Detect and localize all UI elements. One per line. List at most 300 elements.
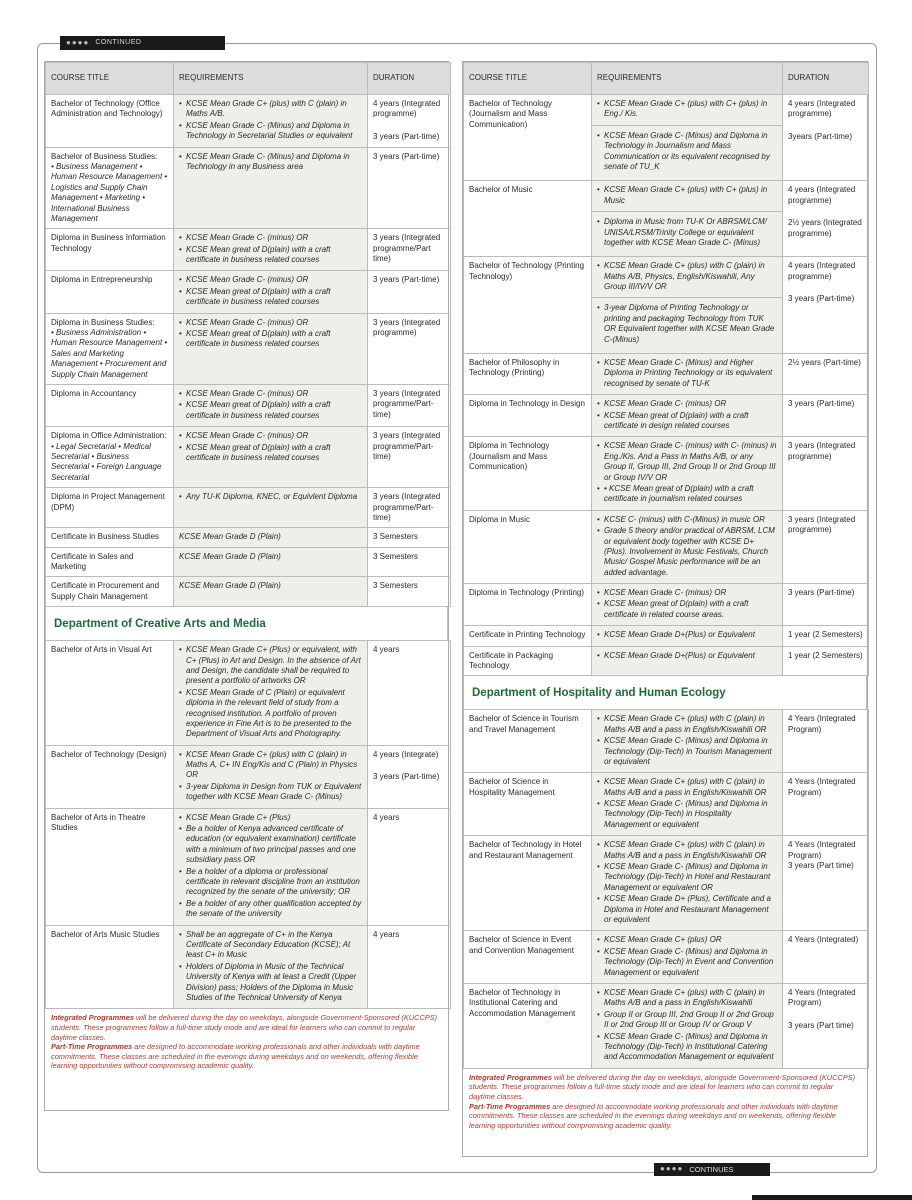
requirement-item: • KCSE Mean Grade of C (Plain) or equivalent diploma in the relevant field of study from a recognised institution. A portfolio of proven experience in Fine Art is to be presented to the Department of Visual Arts and Photography. — [179, 688, 362, 740]
course-title-cell — [464, 584, 592, 626]
requirements-cell — [174, 547, 368, 577]
duration-cell — [783, 584, 869, 626]
requirement-item: • KCSE Mean Grade C+ (Plus) or equivalent, with C+ (Plus) in Art and Design. In the absence of Art and Design, the candidate shall be required to present a portfolio of artworks OR — [179, 645, 362, 687]
duration-text: 4 years — [373, 929, 400, 939]
requirement-list-alt — [592, 297, 782, 345]
requirement-item: • KCSE Mean great of D(plain) with a craft certificate in business related courses — [179, 443, 362, 464]
course-title-cell — [464, 646, 592, 676]
requirement-list — [597, 714, 777, 767]
right-table-2 — [463, 709, 869, 1068]
table-row — [464, 257, 869, 354]
course-title-cell — [46, 808, 174, 925]
duration-text-alt: 2½ years (Integrated programme) — [788, 218, 862, 238]
requirement-item: • KCSE Mean Grade C+ (plus) with C (plain) in Maths A, C+ IN Eng/Kis and C (Plain) in Physics OR — [179, 750, 362, 781]
integrated-text: will be delivered during the day on weekdays, alongside Government-Sponsored (KUCCPS) students. These programmes follow a full-time study mode and are ideal for learners who can commit to regular daytime classes. — [469, 1072, 856, 1101]
duration-cell — [368, 384, 451, 426]
requirement-item: • KCSE Mean Grade C+ (plus) with C (plain) in Maths A/B and a pass in English/Kiswahili OR — [597, 714, 777, 735]
header-course-title: COURSE TITLE — [46, 63, 174, 95]
requirements-cell — [592, 510, 783, 583]
left-column — [44, 61, 449, 1111]
course-title-cell — [464, 931, 592, 984]
duration-text: 4 years (Integrated programme) — [373, 99, 441, 119]
duration-cell — [783, 626, 869, 646]
course-title: Diploma in Business Information Technology — [51, 233, 166, 253]
requirement-item: • KCSE Mean great of D(plain) with a craft certificate in related course areas. — [597, 599, 777, 620]
requirements-cell — [592, 395, 783, 437]
course-title: Bachelor of Science in Hospitality Management — [469, 777, 555, 797]
requirement-list — [597, 988, 777, 1063]
course-title-cell — [46, 271, 174, 313]
course-title: Diploma in Technology (Journalism and Mass Communication) — [469, 441, 550, 472]
duration-text: 3 Semesters — [373, 581, 418, 591]
requirements-cell — [174, 488, 368, 528]
requirement-list — [179, 750, 362, 803]
requirement-item: • KCSE Mean great of D(plain) with a craft certificate in business related courses — [179, 329, 362, 350]
course-title: Bachelor of Technology (Design) — [51, 749, 167, 759]
course-title: Certificate in Procurement and Supply Chain Management — [51, 581, 160, 601]
requirement-item: • KCSE Mean Grade C+ (plus) OR — [597, 935, 777, 945]
course-title-cell — [46, 745, 174, 808]
parttime-text: are designed to accommodate working professionals and other individuals with daytime commitments. These classes are scheduled in the evenings during weekdays and on weekends, offering flexible learning opportunities without compromising academic quality. — [469, 1101, 838, 1130]
course-specialisations: • Business Management • Human Resource Management • Logistics and Supply Chain Management • Marketing • International Business Management — [51, 161, 168, 223]
course-title: Bachelor of Technology (Office Administration and Technology) — [51, 99, 163, 119]
requirements-cell — [592, 773, 783, 836]
course-title: Diploma in Technology (Printing) — [469, 588, 585, 598]
table-row — [46, 641, 451, 746]
table-row — [464, 646, 869, 676]
requirement-item: • KCSE Mean Grade C- (Minus) and Diploma in Technology (Dip-Tech) in Tourism Management or equivalent — [597, 736, 777, 767]
requirement-item: • KCSE Mean Grade C- (minus) OR — [179, 275, 362, 285]
requirements-cell — [174, 229, 368, 271]
course-title-cell — [46, 95, 174, 148]
requirement-item: • Be a holder of any other qualification accepted by the senate of the university — [179, 899, 362, 920]
course-title-cell — [46, 313, 174, 384]
course-title: Bachelor of Arts in Theatre Studies — [51, 812, 146, 833]
course-title-cell — [464, 181, 592, 257]
requirement-text: KCSE Mean Grade D (Plain) — [179, 532, 281, 542]
requirement-text: KCSE Mean Grade D (Plain) — [179, 551, 281, 561]
requirement-list — [597, 935, 777, 978]
requirements-cell — [174, 577, 368, 607]
course-title-cell — [464, 257, 592, 354]
course-title: Bachelor of Science in Event and Convention Management — [469, 935, 574, 955]
requirement-item: • Group II or Group III, 2nd Group II or 2nd Group II or 2nd Group III or Group IV or Group V — [597, 1010, 777, 1031]
duration-cell — [783, 395, 869, 437]
requirements-cell — [592, 983, 783, 1068]
requirement-item: • KCSE Mean great of D(plain) with a craft certificate in business related courses — [179, 287, 362, 308]
course-title: Bachelor of Business Studies: — [51, 151, 158, 161]
course-title: Bachelor of Music — [469, 185, 533, 195]
duration-cell — [368, 147, 451, 229]
requirement-list — [597, 588, 777, 620]
right-table-body — [464, 95, 869, 676]
course-title-cell — [46, 488, 174, 528]
requirements-cell — [592, 437, 783, 510]
duration-cell — [783, 983, 869, 1068]
requirement-item: • 3-year Diploma of Printing Technology or printing and packaging Technology from TUK OR Equivalent together with KCSE Mean Grade C-(Minus) — [597, 303, 777, 345]
requirement-item: • KCSE Mean Grade D+ (Plus), Certificate and a Diploma in Hotel and Restaurant Management or equivalent — [597, 894, 777, 925]
requirement-item: • KCSE Mean Grade C- (Minus) and Diploma in Technology in Journalism and Mass Communication or its equivalent recognised by senate of TU_K — [597, 131, 777, 173]
table-row — [46, 577, 451, 607]
table-row — [46, 488, 451, 528]
requirement-list — [597, 358, 777, 389]
requirements-cell — [592, 95, 783, 181]
requirements-cell — [174, 384, 368, 426]
requirement-item: • KCSE Mean Grade C- (minus) with C- (minus) in Eng./Kis. And a Pass in Maths A/B, or any Group II, Group III, 2nd Group II or 2nd Group III or Group IV/V OR — [597, 441, 777, 483]
duration-cell — [368, 641, 451, 746]
course-title: Diploma in Accountancy — [51, 388, 137, 398]
requirement-item: • • KCSE Mean great of D(plain) with a craft certificate in journalism related courses — [597, 484, 777, 505]
duration-text: 3 years (Integrated programme/Part-time) — [373, 431, 441, 461]
duration-cell — [783, 836, 869, 931]
header-requirements: REQUIREMENTS — [174, 63, 368, 95]
integrated-label: Integrated Programmes — [51, 1013, 134, 1023]
requirement-item: • KCSE Mean Grade C- (Minus) and Diploma in Technology (Dip-Tech) in Institutional Catering and Accommodation Management or equivalent — [597, 1032, 777, 1063]
requirements-cell — [174, 808, 368, 925]
table-row — [46, 95, 451, 148]
course-title: Certificate in Business Studies — [51, 532, 160, 542]
duration-text: 3 Semesters — [373, 551, 418, 561]
table-row — [46, 745, 451, 808]
requirement-item: • KCSE Mean Grade C- (minus) OR — [597, 399, 777, 409]
requirement-list — [597, 515, 777, 578]
requirement-list — [179, 152, 362, 173]
duration-text: 3 years (Integrated programme/Part-time) — [373, 388, 441, 419]
duration-cell — [783, 437, 869, 510]
requirements-cell — [174, 313, 368, 384]
course-title-cell — [464, 626, 592, 646]
requirement-list — [179, 99, 362, 142]
duration-cell — [783, 181, 869, 257]
course-title: Certificate in Packaging Technology — [469, 650, 554, 671]
requirements-cell — [174, 745, 368, 808]
duration-text: 2½ years (Part-time) — [788, 358, 861, 368]
duration-text: 1 year (2 Semesters) — [788, 630, 863, 640]
dept-hospitality-heading: Department of Hospitality and Human Ecology — [463, 676, 867, 709]
duration-text: 4 Years (Integrated Program) — [788, 987, 856, 1008]
duration-cell — [368, 488, 451, 528]
requirement-item: • KCSE Mean great of D(plain) with a craft certificate in business related courses — [179, 400, 362, 421]
course-title: Bachelor of Technology (Printing Technology) — [469, 261, 585, 281]
requirement-list — [597, 441, 777, 504]
requirement-item: • KCSE Mean Grade C- (Minus) and Diploma in Technology (Dip-Tech) in Hospitality Management or equivalent — [597, 799, 777, 830]
duration-cell — [368, 547, 451, 577]
duration-text: 4 years — [373, 812, 400, 822]
table-row — [464, 95, 869, 181]
requirement-list-alt — [592, 211, 782, 248]
duration-text: 1 year (2 Semesters) — [788, 650, 863, 660]
left-table-2-body — [46, 641, 451, 1009]
requirements-cell — [174, 427, 368, 488]
table-row — [464, 710, 869, 773]
requirement-item: • KCSE Mean Grade C- (Minus) and Diploma in Technology in any Business area — [179, 152, 362, 173]
table-row — [464, 773, 869, 836]
requirements-cell — [592, 257, 783, 354]
table-row — [464, 584, 869, 626]
requirements-cell — [174, 925, 368, 1009]
course-title-cell — [46, 147, 174, 229]
header-requirements: REQUIREMENTS — [592, 63, 783, 95]
duration-text-alt: 3 years (Part time) — [788, 1020, 854, 1030]
duration-text: 3 years (Integrated programme/Part-time) — [373, 492, 441, 522]
duration-cell — [368, 229, 451, 271]
table-row — [46, 271, 451, 313]
duration-text: 3 years (Part-time) — [788, 588, 855, 598]
requirement-item: • Shall be an aggregate of C+ in the Kenya Certificate of Secondary Education (KCSE); At least C+ in Music — [179, 930, 362, 961]
table-row — [464, 437, 869, 510]
duration-text: 3 Semesters — [373, 532, 418, 542]
duration-text: 4 Years (Integrated Program) — [788, 840, 856, 860]
integrated-text: will be delivered during the day on weekdays, alongside Government-Sponsored (KUCCPS) students. These programmes follow a full-time study mode and are ideal for learners who can commit to regular daytime classes. — [51, 1013, 438, 1042]
course-title: Bachelor of Technology (Journalism and Mass Communication) — [469, 99, 553, 129]
requirements-cell — [592, 626, 783, 646]
requirement-item: • Any TU-K Diploma, KNEC, or Equivlent Diploma — [179, 492, 362, 502]
requirement-list — [179, 492, 362, 502]
requirement-item: • Be a holder of a diploma or professional certificate in relevant discipline from an institution recognized by the senate of the university; OR — [179, 867, 362, 898]
requirement-item: • KCSE Mean Grade C+ (plus) with C (plain) in Maths A/B and a pass in English/Kiswahili OR — [597, 840, 777, 861]
duration-text-alt: 3 years (Part time) — [788, 861, 854, 871]
table-row — [464, 510, 869, 583]
course-title: Bachelor of Arts Music Studies — [51, 929, 160, 939]
requirement-list — [179, 275, 362, 307]
requirement-list — [597, 651, 777, 661]
duration-cell — [783, 773, 869, 836]
course-title-cell — [46, 577, 174, 607]
table-row — [46, 147, 451, 229]
requirement-item: • KCSE Mean Grade C+ (plus) with C+ (plus) in Music — [597, 185, 777, 206]
duration-text: 4 years (Integrated programme) — [788, 185, 856, 205]
duration-cell — [783, 646, 869, 676]
duration-text: 3 years (Integrated programme/Part time) — [373, 233, 441, 264]
course-title: Diploma in Office Administration: — [51, 431, 167, 441]
continues-banner — [654, 1163, 770, 1176]
requirement-item: • KCSE Mean Grade C- (Minus) and Diploma in Technology (Dip-Tech) in Hotel and Restaurant Management or equivalent OR — [597, 862, 777, 893]
duration-text: 4 years (Integrated programme) — [788, 99, 856, 119]
course-title-cell — [464, 95, 592, 181]
duration-text: 4 Years (Integrated Program) — [788, 714, 856, 734]
left-table — [45, 62, 451, 607]
duration-cell — [783, 931, 869, 984]
requirement-item: • KCSE Mean great of D(plain) with a craft certificate in design related courses — [597, 411, 777, 432]
duration-text: 3 years (Integrated programme) — [373, 317, 441, 338]
course-title-cell — [464, 836, 592, 931]
duration-text-alt: 3 years (Part-time) — [373, 131, 440, 141]
requirement-item: • KCSE Mean Grade C- (Minus) and Higher Diploma in Printing Technology or its equivalent recognised by senate of TU-K — [597, 358, 777, 389]
dept-creative-arts-heading: Department of Creative Arts and Media — [45, 607, 448, 640]
duration-cell — [368, 528, 451, 547]
requirements-cell — [592, 584, 783, 626]
course-title-cell — [464, 710, 592, 773]
table-row — [46, 547, 451, 577]
requirement-item: • KCSE Mean Grade C- (minus) OR — [179, 318, 362, 328]
table-row — [464, 626, 869, 646]
requirement-item: • KCSE Mean Grade C+ (plus) with C (plain) in Maths A/B and a pass in English/Kiswahili — [597, 988, 777, 1009]
duration-text: 4 years (Integrated programme) — [788, 261, 856, 281]
duration-cell — [368, 427, 451, 488]
duration-text: 3 years (Part-time) — [373, 275, 440, 285]
duration-cell — [783, 354, 869, 395]
requirement-item: • Diploma in Music from TU-K Or ABRSM/LCM/ UNISA/LRSM/Trinity College or equivalent together with KCSE Mean Grade C- (Minus) — [597, 217, 777, 248]
requirement-list — [597, 840, 777, 925]
course-title: Bachelor of Arts in Visual Art — [51, 645, 152, 655]
requirements-cell — [174, 271, 368, 313]
duration-cell — [368, 313, 451, 384]
requirements-cell — [592, 836, 783, 931]
requirement-list — [597, 185, 777, 206]
course-title-cell — [464, 395, 592, 437]
requirements-cell — [174, 641, 368, 746]
header-duration: DURATION — [783, 63, 869, 95]
table-row — [464, 836, 869, 931]
table-row — [46, 313, 451, 384]
requirement-item: • KCSE Mean Grade C- (minus) OR — [179, 233, 362, 243]
requirement-item: • KCSE Mean Grade C- (minus) OR — [179, 389, 362, 399]
requirements-cell — [174, 147, 368, 229]
duration-text-alt: 3 years (Part-time) — [788, 294, 855, 304]
requirements-cell — [174, 95, 368, 148]
left-table-body — [46, 95, 451, 607]
course-title: Bachelor of Science in Tourism and Travel Management — [469, 714, 579, 734]
header-course-title: COURSE TITLE — [464, 63, 592, 95]
duration-cell — [783, 510, 869, 583]
requirement-list — [597, 399, 777, 431]
requirement-item: • KCSE Mean Grade C+ (plus) with C (plain) in Maths A/B and a pass in English/Kiswahili OR — [597, 777, 777, 798]
table-row — [46, 427, 451, 488]
requirement-list — [179, 813, 362, 920]
right-column — [462, 61, 868, 1157]
course-title-cell — [464, 437, 592, 510]
left-table-2 — [45, 640, 451, 1009]
requirement-list — [597, 261, 777, 292]
table-row — [46, 384, 451, 426]
requirements-cell — [592, 931, 783, 984]
duration-text: 4 years — [373, 645, 400, 655]
banner-label: CONTINUES — [689, 1164, 734, 1174]
programme-note-right — [463, 1069, 867, 1135]
course-title-cell — [46, 641, 174, 746]
requirement-list — [179, 645, 362, 740]
course-title-cell — [46, 384, 174, 426]
course-title: Bachelor of Technology in Hotel and Restaurant Management — [469, 840, 582, 860]
duration-text-alt: 3years (Part-time) — [788, 131, 853, 141]
requirement-item: • KCSE C- (minus) with C-(Minus) in music OR — [597, 515, 777, 525]
course-title: Diploma in Project Management (DPM) — [51, 492, 165, 512]
requirement-item: • KCSE Mean Grade C+ (plus) with C+ (plus) in Eng./ Kis. — [597, 99, 777, 120]
requirements-cell — [592, 646, 783, 676]
banner-dots: ●●●● — [660, 1164, 684, 1174]
requirements-cell — [592, 354, 783, 395]
requirement-list — [597, 777, 777, 830]
course-specialisations: • Legal Secretarial • Medical Secretarial • Business Secretarial • Foreign Language Secretarial — [51, 441, 162, 482]
requirement-item: • KCSE Mean Grade C+ (Plus) — [179, 813, 362, 823]
course-title: Diploma in Technology in Design — [469, 399, 585, 409]
requirement-list — [597, 630, 777, 640]
programme-note-left — [45, 1009, 448, 1075]
duration-text: 3 years (Integrated programme) — [788, 441, 856, 461]
corner-decoration — [752, 1195, 912, 1200]
duration-text: 4 years (Integrate) — [373, 749, 439, 759]
course-title-cell — [464, 510, 592, 583]
right-table — [463, 62, 869, 676]
duration-cell — [783, 95, 869, 181]
requirement-item: • Holders of Diploma in Music of the Technical University of Kenya with at least a Credit (Upper Division) pass; Holders of the Diploma in Music Studies of the Technical University of Kenya — [179, 962, 362, 1004]
duration-cell — [368, 925, 451, 1009]
table-row — [464, 931, 869, 984]
course-title-cell — [46, 547, 174, 577]
parttime-text: are designed to accommodate working professionals and other individuals with daytime commitments. These classes are scheduled in the evenings during weekdays and on weekends, offering flexible learning opportunities without compromising academic quality. — [51, 1042, 420, 1071]
requirement-list-alt — [592, 125, 782, 173]
requirement-item: • Be a holder of Kenya advanced certificate of education (or equivalent examination) certificate with a minimum of two principal passes and one subsidiary pass OR — [179, 824, 362, 866]
requirement-text: KCSE Mean Grade D (Plain) — [179, 581, 281, 591]
requirement-item: • KCSE Mean Grade C+ (plus) with C (plain) in Maths A/B, Physics, English/Kiswahili, Any Group III/IV/V OR — [597, 261, 777, 292]
duration-text: 4 Years (Integrated) — [788, 935, 859, 945]
requirements-cell — [592, 710, 783, 773]
course-title: Diploma in Business Studies: — [51, 317, 155, 327]
course-title-cell — [464, 354, 592, 395]
table-row — [46, 808, 451, 925]
table-row — [464, 181, 869, 257]
course-title-cell — [46, 229, 174, 271]
banner-label: CONTINUED — [95, 39, 142, 47]
requirement-item: • KCSE Mean Grade C- (Minus) and Diploma in Technology (Dip-Tech) in Event and Convention Management or equivalent — [597, 947, 777, 978]
requirement-item: • KCSE Mean great of D(plain) with a craft certificate in business related courses — [179, 245, 362, 266]
parttime-label: Part-Time Programmes — [51, 1042, 133, 1052]
table-row — [46, 925, 451, 1009]
requirement-item: • KCSE Mean Grade C- (minus) OR — [179, 431, 362, 441]
duration-text: 4 Years (Integrated Program) — [788, 777, 856, 797]
duration-cell — [368, 271, 451, 313]
requirement-list — [179, 389, 362, 421]
duration-cell — [368, 95, 451, 148]
course-title: Diploma in Entrepreneurship — [51, 275, 153, 285]
duration-cell — [783, 257, 869, 354]
duration-text: 3 years (Part-time) — [373, 151, 440, 161]
course-title: Bachelor of Philosophy in Technology (Printing) — [469, 358, 560, 378]
integrated-label: Integrated Programmes — [469, 1072, 552, 1082]
course-title: Certificate in Printing Technology — [469, 630, 586, 640]
duration-text-alt: 3 years (Part-time) — [373, 772, 440, 782]
table-row — [464, 983, 869, 1068]
requirement-list — [179, 318, 362, 350]
course-title: Bachelor of Technology in Institutional Catering and Accommodation Management — [469, 987, 576, 1018]
course-title-cell — [46, 528, 174, 547]
requirement-item: • Grade 5 theory and/or practical of ABRSM, LCM or equivalent body together with KCSE D+ (Plus). Involvement in Music Festivals, Church Music/ Gospel Music performance will be an added advantage. — [597, 526, 777, 578]
requirement-list — [179, 930, 362, 1004]
requirement-item: • KCSE Mean Grade D+(Plus) or Equivalent — [597, 651, 777, 661]
requirement-item: • 3-year Diploma in Design from TUK or Equivalent together with KCSE Mean Grade C- (Minus) — [179, 782, 362, 803]
requirement-list — [179, 431, 362, 463]
requirements-cell — [592, 181, 783, 257]
requirements-cell — [174, 528, 368, 547]
course-title-cell — [464, 983, 592, 1068]
duration-cell — [368, 808, 451, 925]
parttime-label: Part-Time Programmes — [469, 1101, 551, 1111]
table-row — [46, 229, 451, 271]
requirement-list — [597, 99, 777, 120]
course-specialisations: • Business Administration • Human Resource Management • Sales and Marketing Management • Procurement and Supply Chain Management — [51, 328, 168, 379]
requirement-item: • KCSE Mean Grade C- (minus) OR — [597, 588, 777, 598]
course-title-cell — [46, 925, 174, 1009]
right-table-2-body — [464, 710, 869, 1068]
duration-text: 3 years (Part-time) — [788, 399, 855, 409]
course-title-cell — [464, 773, 592, 836]
requirement-item: • KCSE Mean Grade C- (Minus) and Diploma in Technology in Secretarial Studies or equivalent — [179, 121, 362, 142]
table-row — [46, 528, 451, 547]
duration-cell — [368, 745, 451, 808]
duration-text: 3 years (Integrated programme) — [788, 514, 856, 535]
requirement-item: • KCSE Mean Grade D+(Plus) or Equivalent — [597, 630, 777, 640]
duration-cell — [783, 710, 869, 773]
